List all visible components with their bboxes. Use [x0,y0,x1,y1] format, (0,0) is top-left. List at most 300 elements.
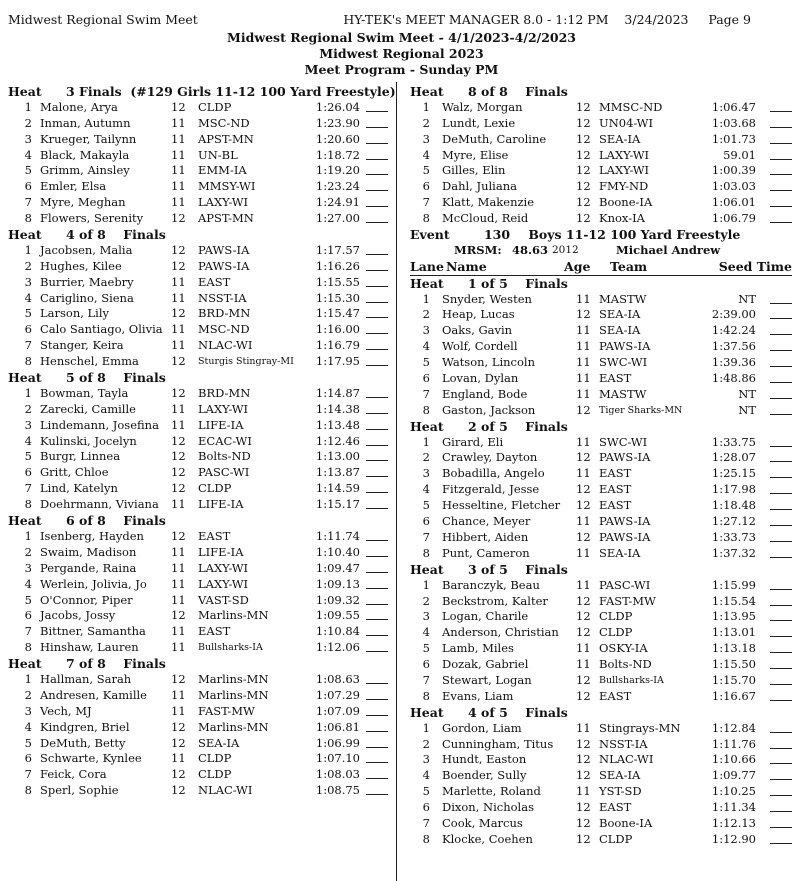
swimmer-name: Larson, Lily [40,306,110,321]
swimmer-name: Punt, Cameron [442,545,530,560]
swimmer-age: 11 [171,640,186,655]
result-blank-line [770,589,792,590]
swimmer-age: 12 [576,736,591,751]
seed-time: 1:09.55 [315,608,360,623]
swimmer-row [410,435,792,451]
seed-time: 1:03.68 [711,115,756,130]
swimmer-row [8,195,388,211]
swimmer-row [8,577,388,593]
swimmer-age: 12 [171,99,186,114]
swimmer-name: Cariglino, Siena [40,290,134,305]
seed-time: 1:06.99 [315,735,360,750]
swimmer-name: Burgr, Linnea [40,449,121,464]
swimmer-age: 12 [576,672,591,687]
seed-time: 1:07.29 [315,687,360,702]
swimmer-name: Dixon, Nicholas [442,800,534,815]
team-code: Bullsharks-IA [198,642,263,654]
result-blank-line [770,190,792,191]
seed-time: 1:39.36 [711,355,756,370]
seed-time: 1:18.48 [711,498,756,513]
lane-number: 6 [24,179,32,194]
seed-time: 1:17.95 [315,354,360,369]
swimmer-row [410,546,792,562]
result-blank-line [366,397,388,398]
swimmer-row [410,641,792,657]
result-blank-line [770,461,792,462]
seed-time: 1:33.75 [711,434,756,449]
lane-number: 5 [24,163,32,178]
swimmer-age: 12 [576,307,591,322]
team-code: CLDP [599,609,633,624]
swimmer-name: McCloud, Reid [442,211,529,226]
result-blank-line [770,159,792,160]
result-blank-line [770,748,792,749]
swimmer-row [8,179,388,195]
team-code: PAWS-IA [599,339,651,354]
swimmer-name: Cunningham, Titus [442,736,554,751]
lane-number: 2 [422,593,430,608]
lane-number: 4 [24,290,32,305]
swimmer-row [8,434,388,450]
seed-time: 59.01 [723,147,756,162]
col-team: Team [610,258,648,274]
team-code: PAWS-IA [599,529,651,544]
swimmer-age: 11 [576,386,591,401]
seed-time: 1:10.40 [315,544,360,559]
swimmer-age: 11 [171,703,186,718]
seed-time: 1:27.12 [711,514,756,529]
seed-time: 1:27.00 [315,211,360,226]
swimmer-age: 12 [576,752,591,767]
lane-number: 2 [24,115,32,130]
heat-title: 5 of 8 Finals [66,370,166,386]
heat-label: Heat [410,704,444,720]
seed-time: 1:11.34 [711,800,756,815]
swimmer-name: Lovan, Dylan [442,371,519,386]
seed-time: 1:12.90 [711,831,756,846]
swimmer-row [8,291,388,307]
team-code: MASTW [599,386,647,401]
swimmer-name: Pergande, Raina [40,560,137,575]
result-blank-line [770,541,792,542]
seed-time: 1:10.84 [315,624,360,639]
lane-number: 3 [422,609,430,624]
result-blank-line [366,794,388,795]
team-code: CLDP [599,831,633,846]
swimmer-name: Beckstrom, Kalter [442,593,548,608]
team-code: SEA-IA [599,545,641,560]
swimmer-row [410,450,792,466]
swimmer-name: Girard, Eli [442,434,504,449]
column-headers [410,259,792,276]
seed-time: 1:15.55 [315,274,360,289]
result-blank-line [770,334,792,335]
seed-time: 1:07.09 [315,703,360,718]
result-blank-line [770,811,792,812]
heat-title: 8 of 8 Finals [468,84,568,99]
swimmer-age: 12 [171,465,186,480]
swimmer-name: Stewart, Logan [442,672,532,687]
team-code: FAST-MW [599,593,656,608]
swimmer-age: 11 [576,323,591,338]
swimmer-row [410,307,792,323]
team-code: PAWS-IA [599,514,651,529]
team-code: LAXY-WI [599,163,650,178]
team-code: SWC-WI [599,355,648,370]
swimmer-row [8,275,388,291]
result-blank-line [366,254,388,255]
record-year: 2012 [552,243,579,256]
result-blank-line [366,492,388,493]
swimmer-age: 11 [171,417,186,432]
swimmer-name: Hughes, Kilee [40,258,122,273]
swimmer-age: 12 [576,163,591,178]
swimmer-name: Crawley, Dayton [442,450,538,465]
seed-time: 1:14.59 [315,481,360,496]
swimmer-row [8,243,388,259]
lane-number: 7 [422,529,430,544]
lane-number: 2 [24,687,32,702]
swimmer-row [410,578,792,594]
swimmer-age: 12 [576,402,591,417]
swimmer-row [8,386,388,402]
swimmer-age: 12 [576,147,591,162]
seed-time: 1:16.67 [711,688,756,703]
swimmer-row [410,323,792,339]
team-code: OSKY-IA [599,641,648,656]
result-blank-line [366,317,388,318]
swimmer-name: Kulinski, Jocelyn [40,433,137,448]
heat-heading [410,84,792,100]
swimmer-row [410,768,792,784]
seed-time: 1:13.18 [711,641,756,656]
team-code: MSC-ND [198,115,250,130]
result-blank-line [770,174,792,175]
swimmer-age: 12 [576,593,591,608]
heat-heading [8,370,388,386]
column-divider [396,82,397,881]
swimmer-name: Henschel, Emma [40,354,139,369]
swimmer-row [410,482,792,498]
result-blank-line [770,795,792,796]
swimmer-row [410,148,792,164]
swimmer-age: 12 [171,671,186,686]
team-code: EAST [198,528,231,543]
team-code: PAWS-IA [198,242,250,257]
result-blank-line [770,732,792,733]
team-code: Bolts-ND [599,657,652,672]
seed-time: 1:11.74 [315,528,360,543]
heat-heading [410,562,792,578]
meet-subtitle-line: Midwest Regional 2023 [319,46,484,61]
swimmer-age: 11 [171,322,186,337]
team-code: BRD-MN [198,385,251,400]
seed-time: 1:03.03 [711,179,756,194]
lane-number: 6 [422,800,430,815]
seed-time: 1:15.30 [315,290,360,305]
swimmer-age: 11 [576,291,591,306]
team-code: SEA-IA [599,131,641,146]
swimmer-row [8,720,388,736]
result-blank-line [770,763,792,764]
lane-number: 8 [24,211,32,226]
swimmer-age: 12 [576,625,591,640]
swimmer-name: Klocke, Coehen [442,831,533,846]
swimmer-row [8,449,388,465]
lane-number: 2 [24,544,32,559]
lane-number: 1 [422,577,430,592]
team-code: EAST [599,371,632,386]
heat-title: 3 of 5 Finals [468,561,568,577]
swimmer-name: Klatt, Makenzie [442,195,535,210]
result-blank-line [366,572,388,573]
swimmer-name: Hundt, Easton [442,752,527,767]
swimmer-age: 11 [576,577,591,592]
swimmer-age: 12 [576,529,591,544]
swimmer-name: Isenberg, Hayden [40,528,144,543]
team-code: BRD-MN [198,306,251,321]
team-code: NSST-IA [599,736,648,751]
result-blank-line [366,222,388,223]
meet-name: Midwest Regional Swim Meet [8,12,198,27]
heat-heading [8,513,388,529]
swimmer-age: 12 [576,800,591,815]
seed-time: 1:15.70 [711,672,756,687]
team-code: YST-SD [599,784,642,799]
lane-number: 3 [422,466,430,481]
swimmer-age: 11 [576,371,591,386]
seed-time: 1:15.17 [315,497,360,512]
swimmer-age: 12 [171,433,186,448]
team-code: LAXY-WI [599,147,650,162]
lane-number: 4 [24,147,32,162]
seed-time: 1:12.84 [711,720,756,735]
swimmer-age: 11 [576,720,591,735]
lane-number: 5 [422,498,430,513]
seed-time: 1:13.87 [315,465,360,480]
swimmer-row [410,609,792,625]
lane-number: 6 [24,322,32,337]
swimmer-age: 12 [171,719,186,734]
heat-title: 3 Finals (#129 Girls 11-12 100 Yard Freestyle) [66,84,396,99]
swimmer-age: 11 [171,401,186,416]
swimmer-row [8,100,388,116]
swimmer-row [8,688,388,704]
swimmer-name: Baranczyk, Beau [442,577,540,592]
swimmer-age: 12 [576,99,591,114]
swimmer-row [8,751,388,767]
lane-number: 6 [422,514,430,529]
swimmer-row [410,832,792,848]
swimmer-name: Hesseltine, Fletcher [442,498,561,513]
swimmer-name: Emler, Elsa [40,179,107,194]
lane-number: 1 [422,291,430,306]
swimmer-row [8,545,388,561]
swimmer-name: Chance, Meyer [442,514,531,529]
team-code: VAST-SD [198,592,249,607]
heat-heading [8,84,396,100]
result-blank-line [770,143,792,144]
heat-label: Heat [8,513,42,529]
swimmer-row [410,689,792,705]
swimmer-age: 11 [171,274,186,289]
team-code: MSC-ND [198,322,250,337]
swimmer-name: Gaston, Jackson [442,402,536,417]
result-blank-line [770,827,792,828]
swimmer-row [8,672,388,688]
swimmer-row [8,306,388,322]
result-blank-line [366,206,388,207]
lane-number: 1 [24,99,32,114]
swimmer-age: 11 [171,592,186,607]
swimmer-row [8,465,388,481]
result-blank-line [366,143,388,144]
swimmer-name: O'Connor, Piper [40,592,133,607]
swimmer-age: 12 [171,481,186,496]
swimmer-name: Hibbert, Aiden [442,529,529,544]
result-blank-line [366,715,388,716]
swimmer-row [8,624,388,640]
team-code: CLDP [198,767,232,782]
lane-number: 1 [24,528,32,543]
lane-number: 3 [422,752,430,767]
seed-time: 1:15.54 [711,593,756,608]
seed-time: 1:17.57 [315,242,360,257]
swimmer-age: 12 [171,258,186,273]
swimmer-name: Bowman, Tayla [40,385,129,400]
heat-title: 7 of 8 Finals [66,656,166,672]
team-code: LIFE-IA [198,497,244,512]
team-code: LIFE-IA [198,544,244,559]
team-code: SEA-IA [599,768,641,783]
team-code: ECAC-WI [198,433,252,448]
team-code: NLAC-WI [599,752,654,767]
team-code: UN-BL [198,147,238,162]
team-code: SWC-WI [599,434,648,449]
team-code: LAXY-WI [198,560,249,575]
swimmer-name: Dahl, Juliana [442,179,517,194]
result-blank-line [770,843,792,844]
swimmer-name: Bobadilla, Angelo [442,466,545,481]
result-blank-line [770,318,792,319]
team-code: EAST [599,688,632,703]
result-blank-line [366,174,388,175]
team-code: UN04-WI [599,115,654,130]
swimmer-row [8,163,388,179]
lane-number: 8 [422,688,430,703]
team-code: EAST [198,274,231,289]
swimmer-name: Grimm, Ainsley [40,163,130,178]
seed-time: 1:14.87 [315,385,360,400]
swimmer-row [410,594,792,610]
seed-time: 1:23.24 [315,179,360,194]
result-blank-line [366,731,388,732]
result-blank-line [770,557,792,558]
swimmer-name: Boender, Sully [442,768,527,783]
team-code: EAST [599,466,632,481]
seed-time: 1:15.47 [315,306,360,321]
result-blank-line [770,620,792,621]
swimmer-name: Hallman, Sarah [40,671,132,686]
lane-number: 4 [24,576,32,591]
lane-number: 5 [422,163,430,178]
lane-number: 8 [422,211,430,226]
swimmer-row [410,498,792,514]
seed-time: 1:48.86 [711,371,756,386]
swimmer-row [410,116,792,132]
result-blank-line [770,350,792,351]
lane-number: 2 [422,736,430,751]
seed-time: 1:12.13 [711,815,756,830]
swimmer-age: 12 [576,179,591,194]
lane-number: 2 [24,258,32,273]
swimmer-row [410,387,792,403]
swimmer-name: Calo Santiago, Olivia [40,322,163,337]
swimmer-age: 11 [576,339,591,354]
result-blank-line [770,525,792,526]
swimmer-row [8,593,388,609]
team-code: PASC-WI [599,577,651,592]
seed-time: 1:08.03 [315,767,360,782]
swimmer-age: 11 [576,545,591,560]
seed-time: 1:12.46 [315,433,360,448]
seed-time: 1:28.07 [711,450,756,465]
seed-time: 1:23.90 [315,115,360,130]
col-age: Age [564,258,591,274]
result-blank-line [366,365,388,366]
swimmer-age: 12 [576,115,591,130]
result-blank-line [366,588,388,589]
swimmer-name: Feick, Cora [40,767,107,782]
seed-time: 1:16.26 [315,258,360,273]
swimmer-row [8,767,388,783]
heat-label: Heat [410,84,444,99]
swimmer-age: 11 [171,179,186,194]
swimmer-name: DeMuth, Caroline [442,131,547,146]
team-code: APST-MN [198,211,254,226]
swimmer-age: 11 [576,657,591,672]
heat-label: Heat [410,418,444,434]
swimmer-age: 12 [576,482,591,497]
swimmer-row [8,608,388,624]
lane-number: 7 [422,672,430,687]
swimmer-age: 12 [576,498,591,513]
lane-number: 3 [24,560,32,575]
team-code: Stingrays-MN [599,720,681,735]
team-code: EAST [599,498,632,513]
lane-number: 7 [24,767,32,782]
swimmer-name: Logan, Charile [442,609,529,624]
seed-time: 1:18.72 [315,147,360,162]
team-code: Marlins-MN [198,671,269,686]
seed-time: 1:15.50 [711,657,756,672]
swimmer-name: Cook, Marcus [442,815,523,830]
result-blank-line [770,636,792,637]
team-code: NSST-IA [198,290,247,305]
swimmer-row [410,132,792,148]
heat-label: Heat [8,84,42,99]
team-code: MMSY-WI [198,179,256,194]
swimmer-age: 11 [171,497,186,512]
lane-number: 5 [422,641,430,656]
lane-number: 3 [24,131,32,146]
result-blank-line [770,652,792,653]
swimmer-age: 11 [171,290,186,305]
team-code: LIFE-IA [198,417,244,432]
swimmer-age: 11 [576,641,591,656]
seed-time: 1:06.81 [315,719,360,734]
result-blank-line [770,605,792,606]
